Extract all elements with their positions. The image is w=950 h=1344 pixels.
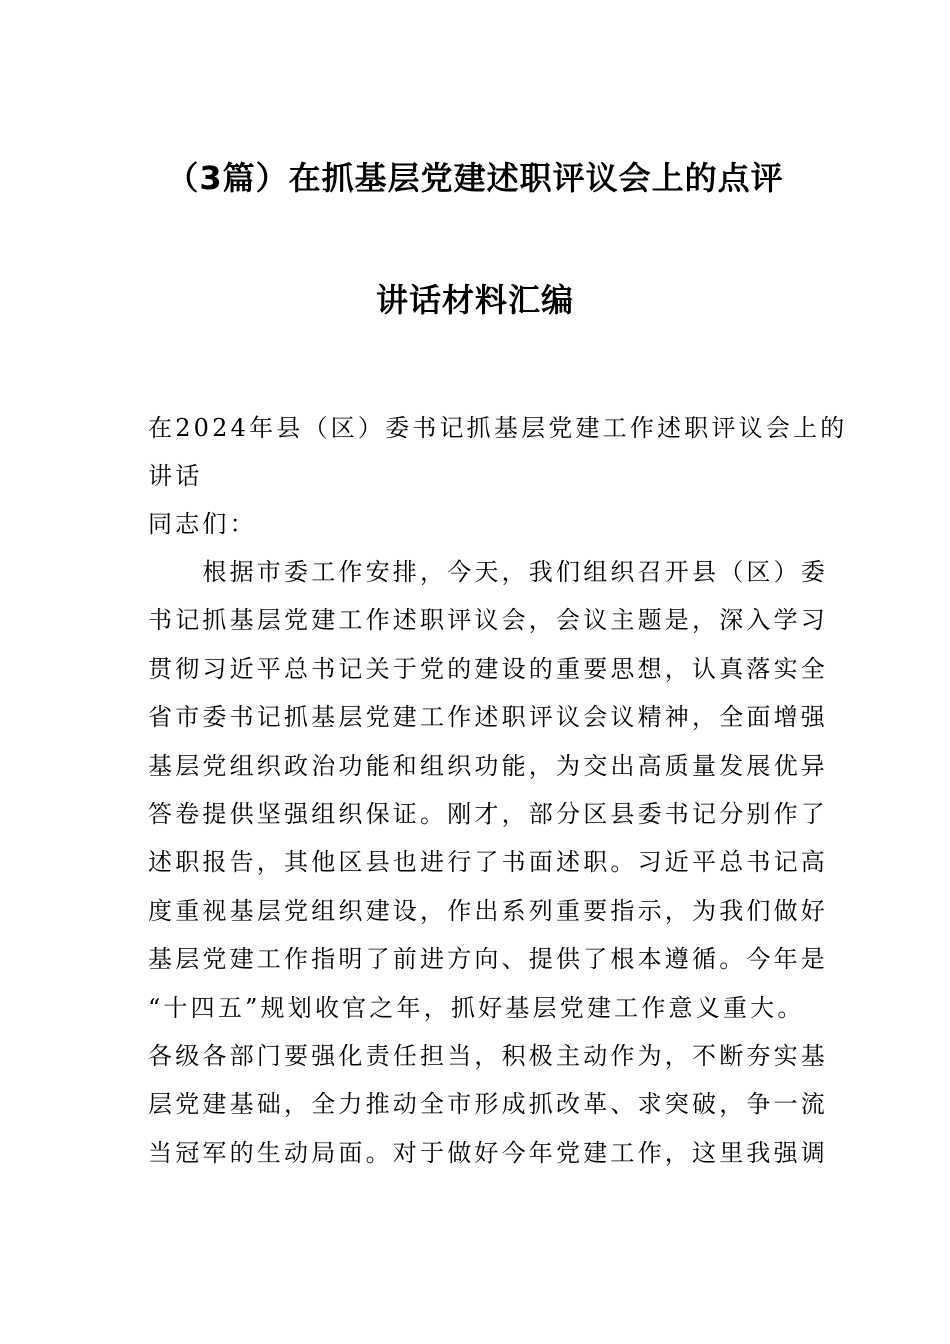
document-title-line-2: 讲话材料汇编 bbox=[375, 281, 574, 319]
speech-subtitle bbox=[148, 404, 848, 501]
paragraph-line: 述职报告，其他区县也进行了书面述职。习近平总书记高 bbox=[148, 848, 828, 877]
paragraph-line: 基层党建工作指明了前进方向、提供了根本遵循。今年是 bbox=[148, 945, 828, 974]
document-title-line-1: （3篇）在抓基层党建述职评议会上的点评 bbox=[166, 159, 784, 197]
subtitle-line: 在2024年县（区）委书记抓基层党建工作述职评议会上的 bbox=[148, 414, 848, 442]
paragraph-line: 基层党组织政治功能和组织功能，为交出高质量发展优异 bbox=[148, 751, 828, 780]
paragraph-line: “十四五”规划收官之年，抓好基层党建工作意义重大。 bbox=[148, 993, 805, 1022]
paragraph-line: 度重视基层党组织建设，作出系列重要指示，为我们做好 bbox=[148, 896, 828, 925]
paragraph-line: 书记抓基层党建工作述职评议会，会议主题是，深入学习 bbox=[148, 606, 828, 635]
paragraph-line: 省市委书记抓基层党建工作述职评议会议精神，全面增强 bbox=[148, 703, 828, 732]
paragraph-line: 当冠军的生动局面。对于做好今年党建工作，这里我强调 bbox=[148, 1138, 828, 1167]
subtitle-line: 讲话 bbox=[148, 462, 203, 491]
body-paragraph bbox=[148, 548, 828, 1177]
paragraph-line: 各级各部门要强化责任担当，积极主动作为，不断夯实基 bbox=[148, 1041, 828, 1070]
paragraph-line: 层党建基础，全力推动全市形成抓改革、求突破，争一流 bbox=[148, 1090, 828, 1119]
paragraph-line: 答卷提供坚强组织保证。刚才，部分区县委书记分别作了 bbox=[148, 799, 828, 828]
greeting bbox=[148, 500, 808, 548]
paragraph-line: 根据市委工作安排，今天，我们组织召开县（区）委 bbox=[148, 558, 828, 586]
greeting-line: 同志们： bbox=[148, 510, 257, 538]
paragraph-line: 贯彻习近平总书记关于党的建设的重要思想，认真落实全 bbox=[148, 654, 828, 683]
